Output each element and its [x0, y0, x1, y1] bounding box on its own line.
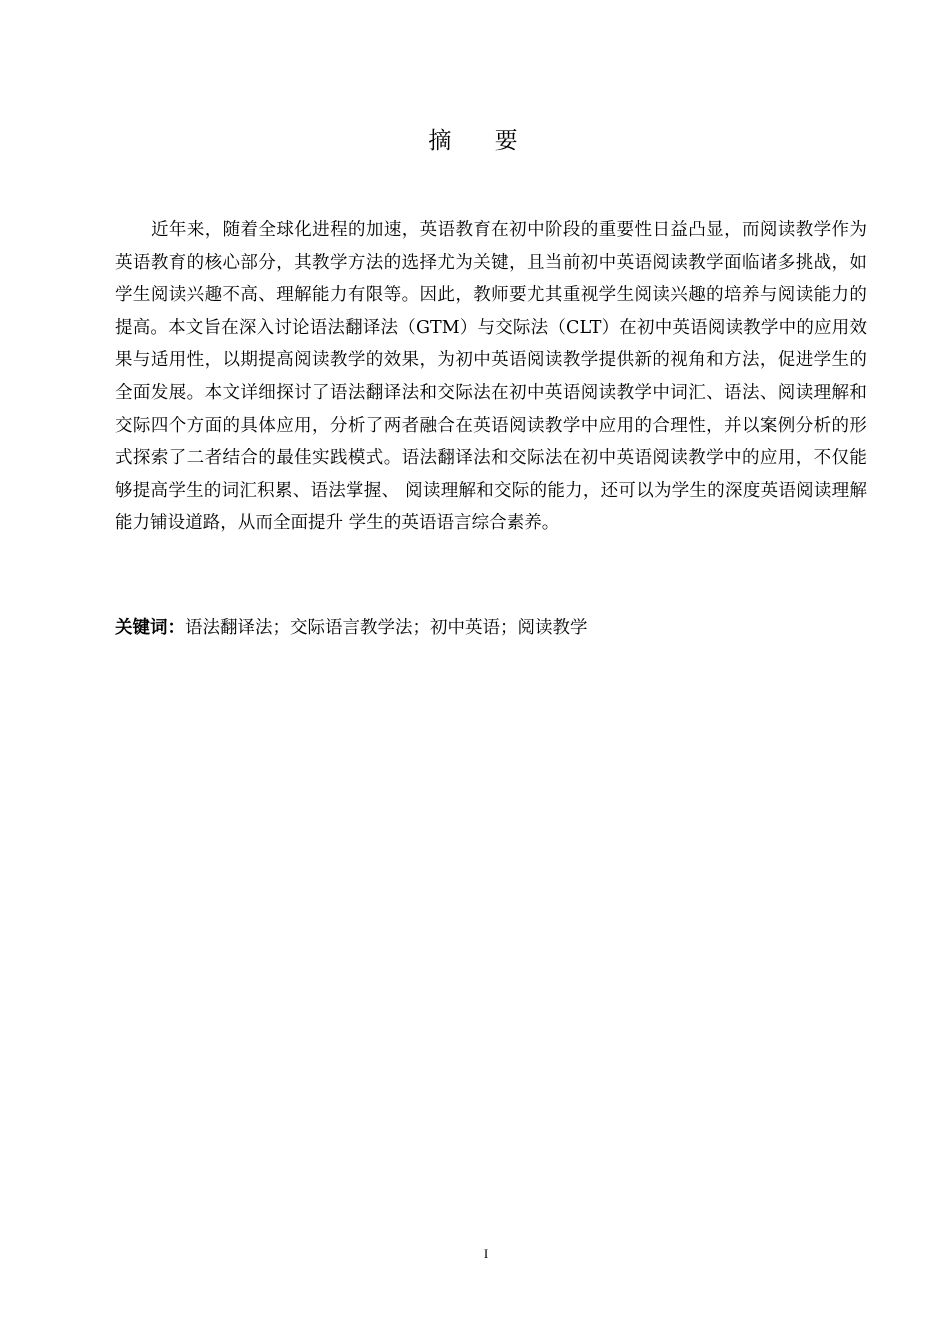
page-number: I — [483, 1246, 489, 1261]
abstract-title: 摘 要 — [428, 128, 536, 154]
abstract-body: 近年来，随着全球化进程的加速，英语教育在初中阶段的重要性日益凸显，而阅读教学作为英语教育的核心部分，其教学方法的选择尤为关键，且当前初中英语阅读教学面临诸多挑战，如学生阅读兴趣不高、理解能力有限等。因此，教师要尤其重视学生阅读兴趣的培养与阅读能力的提高。本文旨在深入讨论语法翻译法（GTM）与交际法（CLT）在初中英语阅读教学中的应用效果与适用性，以期提高阅读教学的效果，为初中英语阅读教学提供新的视角和方法，促进学生的全面发展。本文详细探讨了语法翻译法和交际法在初中英语阅读教学中词汇、语法、阅读理解和交际四个方面的具体应用，分析了两者融合在英语阅读教学中应用的合理性，并以案例分析的形式探索了二者结合的最佳实践模式。语法翻译法和交际法在初中英语阅读教学中的应用，不仅能够提高学生的词汇积累、语法掌握、 阅读理解和交际的能力，还可以为学生的深度英语阅读理解能力铺设道路，从而全面提升 学生的英语语言综合素养。 — [115, 220, 867, 534]
keywords-label: 关键词： — [115, 618, 185, 638]
keywords-line — [115, 614, 867, 642]
keywords-list: 语法翻译法；交际语言教学法；初中英语；阅读教学 — [185, 618, 588, 638]
